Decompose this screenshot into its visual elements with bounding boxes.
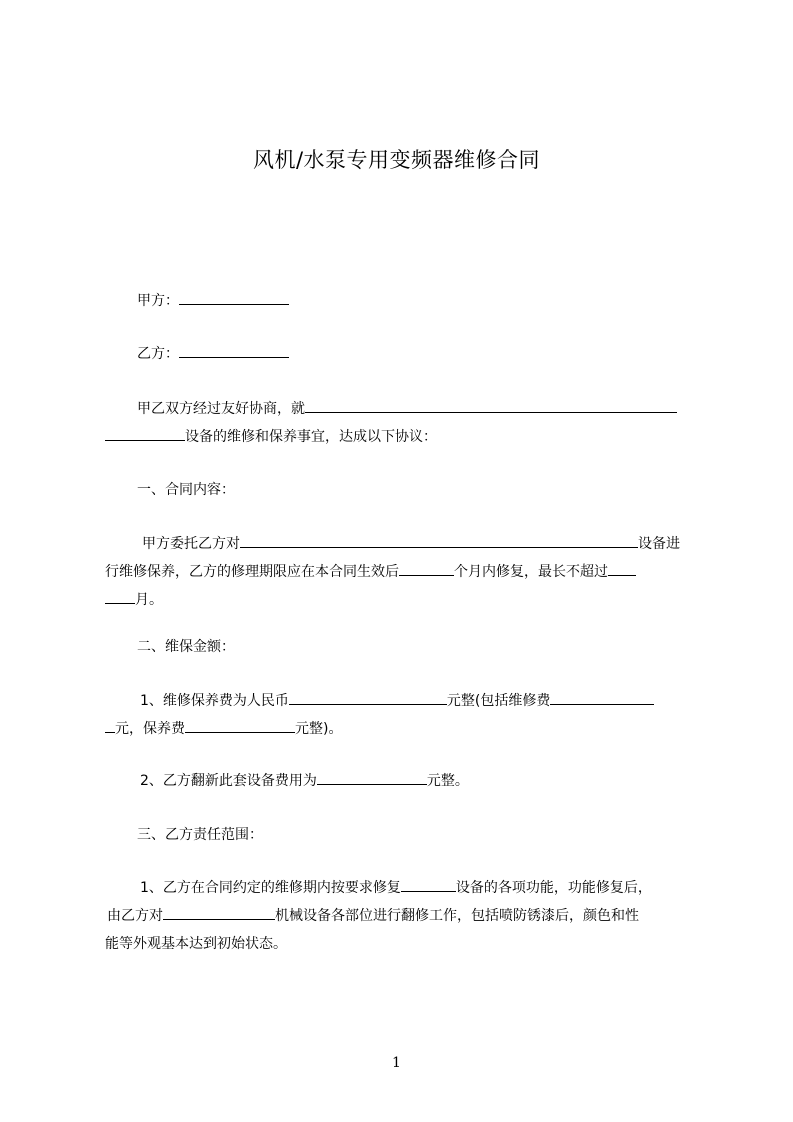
section3-heading-line [105, 821, 705, 849]
intro-text-1: 甲乙双方经过友好协商，就 [137, 401, 305, 417]
section2-renovation-blank [317, 768, 427, 785]
intro-blank [305, 396, 677, 413]
section2-repair-blank [550, 688, 654, 705]
section2-item1-text-1: 1、维修保养费为人民币 [140, 693, 289, 709]
section1-text-5: 月。 [135, 592, 163, 608]
section1-text-1: 甲方委托乙方对 [142, 536, 240, 552]
section2-item1-text-4: 元整)。 [295, 721, 343, 737]
section2-item1-text-3: 元，保养费 [115, 721, 185, 737]
section2-total-blank [289, 688, 447, 705]
section2-repair-blank-cont [105, 716, 115, 733]
intro-text-2: 设备的维修和保养事宜，达成以下协议： [185, 429, 437, 445]
section3-item1-text-4: 机械设备各部位进行翻修工作，包括喷防锈漆后，颜色和性 [275, 908, 639, 924]
party-a-blank [179, 288, 289, 305]
section1-max-blank [608, 559, 636, 576]
party-b-label: 乙方： [137, 346, 179, 362]
section2-item2-text-2: 元整。 [426, 773, 469, 789]
section1-months-blank [399, 559, 454, 576]
section2-item2 [105, 767, 705, 795]
section1-max-blank-cont [105, 587, 135, 604]
section3-equipment-blank [401, 875, 456, 892]
section1-equipment-blank [240, 531, 638, 548]
section2-item2-text-1: 2、乙方翻新此套设备费用为 [140, 773, 317, 789]
section1-heading: 一、合同内容： [137, 482, 235, 498]
section1-text-2: 设备进 [638, 536, 680, 552]
section1-heading-line [105, 476, 705, 504]
section3-item1-text-3: 由乙方对 [107, 908, 163, 924]
section1-paragraph [105, 530, 705, 614]
party-b-line [105, 340, 705, 368]
section3-item1-text-1: 1、乙方在合同约定的维修期内按要求修复 [140, 880, 401, 896]
party-b-blank [179, 341, 289, 358]
section1-text-3: 行维修保养，乙方的修理期限应在本合同生效后 [105, 564, 399, 580]
page-number: 1 [392, 1055, 401, 1071]
section1-text-4: 个月内修复，最长不超过 [454, 564, 608, 580]
intro-paragraph [105, 395, 705, 451]
section3-item1-text-5: 能等外观基本达到初始状态。 [105, 936, 287, 952]
party-a-line [105, 287, 705, 315]
section3-item1 [105, 874, 705, 958]
section3-item1-text-2: 设备的各项功能，功能修复后， [455, 880, 652, 896]
section2-item1-text-2: 元整(包括维修费 [446, 693, 551, 709]
intro-blank-cont [105, 424, 185, 441]
section2-item1 [105, 687, 705, 743]
document-title: 风机/水泵专用变频器维修合同 [252, 148, 541, 172]
section2-maintain-blank [185, 716, 295, 733]
section3-heading: 三、乙方责任范围： [137, 827, 263, 843]
section3-machine-blank [163, 903, 275, 920]
section2-heading-line [105, 633, 705, 661]
section2-heading: 二、维保金额： [137, 639, 235, 655]
party-a-label: 甲方： [137, 293, 179, 309]
